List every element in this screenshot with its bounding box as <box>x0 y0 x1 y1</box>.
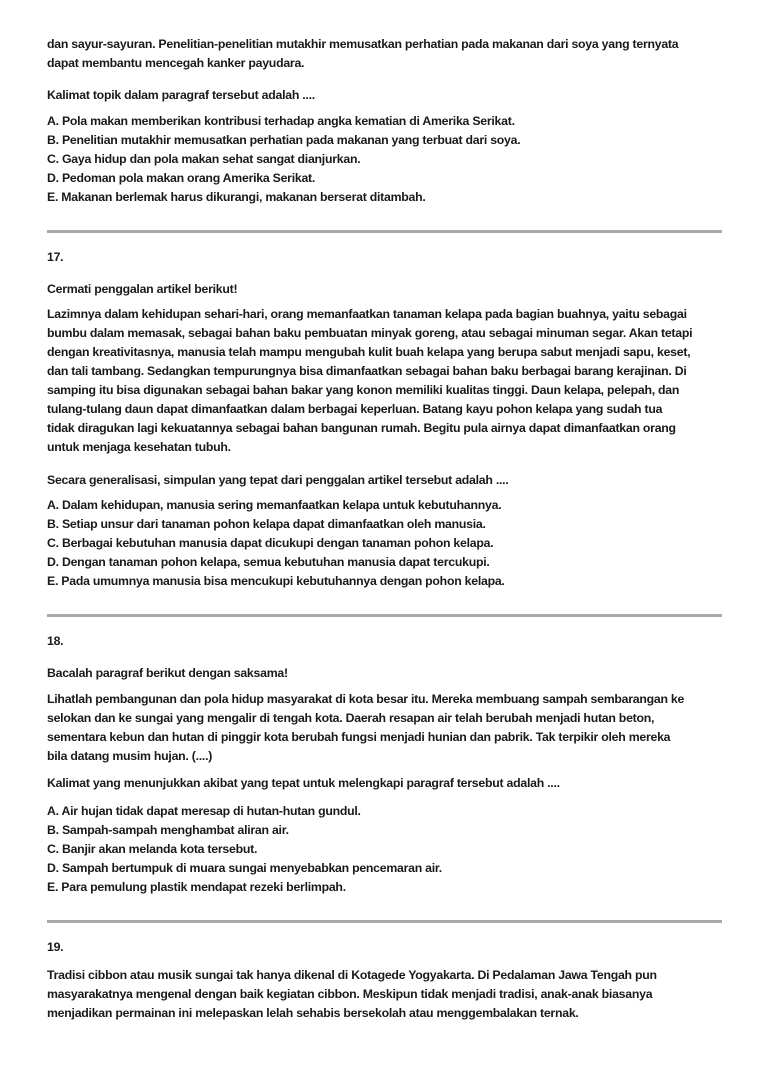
option-d: D. Pedoman pola makan orang Amerika Serikat. <box>47 171 316 185</box>
instruction: Cermati penggalan artikel berikut! <box>47 282 238 296</box>
passage-line: samping itu bisa digunakan sebagai bahan bakar yang konon memiliki kualitas tinggi. Daun kelapa, pelepah, dan <box>47 383 680 397</box>
passage-line: Lihatlah pembangunan dan pola hidup masyarakat di kota besar itu. Mereka membuang sampah sembarangan ke <box>47 692 685 706</box>
passage-line: dengan kreativitasnya, manusia telah mampu mengubah kulit buah kelapa yang berupa sabut menjadi sapu, keset, <box>47 345 691 359</box>
passage-line: dan sayur-sayuran. Penelitian-penelitian mutakhir memusatkan perhatian pada makanan dari soya yang ternyata <box>47 37 679 51</box>
question-prompt: Kalimat yang menunjukkan akibat yang tepat untuk melengkapi paragraf tersebut adalah .... <box>47 776 560 790</box>
passage-line: selokan dan ke sungai yang mengalir di tengah kota. Daerah resapan air telah berubah menjadi hutan beton, <box>47 711 655 725</box>
passage-line: menjadikan permainan ini melepaskan lelah sehabis bersekolah atau menggembalakan ternak. <box>47 1006 579 1020</box>
option-d: D. Sampah bertumpuk di muara sungai menyebabkan pencemaran air. <box>47 861 442 875</box>
option-e: E. Pada umumnya manusia bisa mencukupi kebutuhannya dengan pohon kelapa. <box>47 574 505 588</box>
document <box>47 35 722 1023</box>
option-a: A. Dalam kehidupan, manusia sering memanfaatkan kelapa untuk kebutuhannya. <box>47 498 502 512</box>
question-17 <box>47 248 722 591</box>
passage-line: Lazimnya dalam kehidupan sehari-hari, orang memanfaatkan tanaman kelapa pada bagian buahnya, yaitu sebagai <box>47 307 687 321</box>
question-16 <box>47 35 722 207</box>
question-number: 17. <box>47 250 64 264</box>
passage-line: untuk menjaga kesehatan tubuh. <box>47 440 231 454</box>
option-d: D. Dengan tanaman pohon kelapa, semua kebutuhan manusia dapat tercukupi. <box>47 555 490 569</box>
question-number: 19. <box>47 940 64 954</box>
option-b: B. Penelitian mutakhir memusatkan perhatian pada makanan yang terbuat dari soya. <box>47 133 521 147</box>
question-prompt: Secara generalisasi, simpulan yang tepat dari penggalan artikel tersebut adalah .... <box>47 473 509 487</box>
option-c: C. Berbagai kebutuhan manusia dapat dicukupi dengan tanaman pohon kelapa. <box>47 536 494 550</box>
question-19 <box>47 938 722 1023</box>
passage-line: Tradisi cibbon atau musik sungai tak hanya dikenal di Kotagede Yogyakarta. Di Pedalaman Jawa Tengah pun <box>47 968 657 982</box>
passage-line: masyarakatnya mengenal dengan baik kegiatan cibbon. Meskipun tidak menjadi tradisi, anak-anak biasanya <box>47 987 653 1001</box>
option-b: B. Sampah-sampah menghambat aliran air. <box>47 823 289 837</box>
passage-line: bumbu dalam memasak, sebagai bahan baku pembuatan minyak goreng, atau sebagai minuman segar. Akan tetapi <box>47 326 693 340</box>
option-a: A. Air hujan tidak dapat meresap di hutan-hutan gundul. <box>47 804 361 818</box>
passage-line: tulang-tulang daun dapat dimanfaatkan dalam berbagai keperluan. Batang kayu pohon kelapa yang sudah tua <box>47 402 663 416</box>
divider <box>47 920 722 923</box>
passage-line: bila datang musim hujan. (....) <box>47 749 213 763</box>
passage-line: dapat membantu mencegah kanker payudara. <box>47 56 305 70</box>
option-b: B. Setiap unsur dari tanaman pohon kelapa dapat dimanfaatkan oleh manusia. <box>47 517 486 531</box>
divider <box>47 614 722 617</box>
question-18 <box>47 632 722 897</box>
option-a: A. Pola makan memberikan kontribusi terhadap angka kematian di Amerika Serikat. <box>47 114 515 128</box>
option-c: C. Gaya hidup dan pola makan sehat sangat dianjurkan. <box>47 152 361 166</box>
option-e: E. Makanan berlemak harus dikurangi, makanan berserat ditambah. <box>47 190 426 204</box>
option-e: E. Para pemulung plastik mendapat rezeki berlimpah. <box>47 880 346 894</box>
question-number: 18. <box>47 634 64 648</box>
passage-line: dan tali tambang. Sedangkan tempurungnya bisa dimanfaatkan sebagai bahan baku berbagai barang kerajinan. Di <box>47 364 687 378</box>
passage-line: sementara kebun dan hutan di pinggir kota berubah fungsi menjadi hunian dan pabrik. Tak terpikir oleh mereka <box>47 730 671 744</box>
divider <box>47 230 722 233</box>
option-c: C. Banjir akan melanda kota tersebut. <box>47 842 258 856</box>
question-prompt: Kalimat topik dalam paragraf tersebut adalah .... <box>47 88 315 102</box>
passage-line: tidak diragukan lagi kekuatannya sebagai bahan bangunan rumah. Begitu pula airnya dapat dimanfaatkan orang <box>47 421 676 435</box>
instruction: Bacalah paragraf berikut dengan saksama! <box>47 666 288 680</box>
